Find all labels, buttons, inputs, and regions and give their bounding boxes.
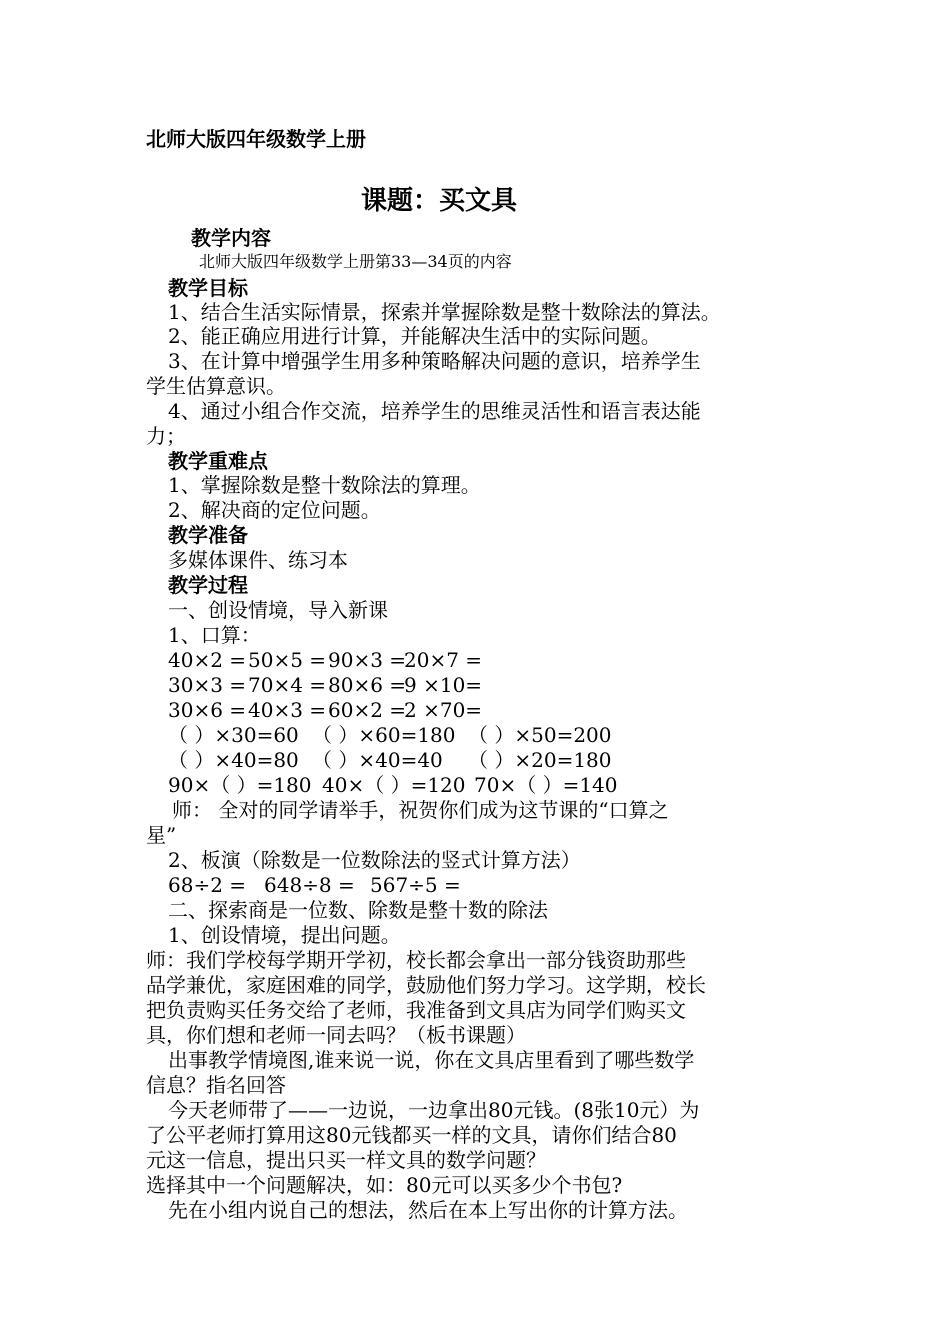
oral-item: 60×2 = [328,698,407,722]
oral-item: 80×6 = [328,673,407,697]
paragraph-line: 品学兼优，家庭困难的同学，鼓励他们努力学习。这学期，校长 [146,973,706,997]
oral-row [168,648,482,672]
goal-line: 1、结合生活实际情景，探索并掌握除数是整十数除法的算法。 [168,300,721,324]
oral-item: 40×（ ）=120 [322,773,466,797]
oral-item: 30×6 = [168,698,247,722]
paragraph-line: 出事教学情境图,谁来说一说，你在文具店里看到了哪些数学 [168,1048,695,1072]
oral-item: （ ）×30=60 [168,723,299,747]
oral-item: 70×（ ）=140 [474,773,618,797]
board-heading: 2、板演（除数是一位数除法的竖式计算方法） [168,848,581,872]
content-text: 北师大版四年级数学上册第33—34页的内容 [199,252,512,271]
oral-item: 30×3 = [168,673,247,697]
document-header: 北师大版四年级数学上册 [146,127,366,151]
prep-text: 多媒体课件、练习本 [168,548,348,572]
oral-item: 40×2 = [168,648,247,672]
paragraph-line: 了公平老师打算用这80元钱都买一样的文具，请你们结合80 [146,1123,677,1147]
goals-heading: 教学目标 [168,276,248,300]
goal-line: 力； [146,424,186,448]
oral-row [168,773,618,797]
oral-item: 9 ×10= [404,673,483,697]
oral-item: （ ）×20=180 [468,748,612,772]
key-heading: 教学重难点 [168,449,268,473]
oral-row [168,698,482,722]
paragraph-line: 今天老师带了——一边说，一边拿出80元钱。(8张10元）为 [168,1098,700,1122]
part1-heading: 一、创设情境，导入新课 [168,598,388,622]
paragraph-line: 选择其中一个问题解决，如：80元可以买多少个书包? [146,1173,623,1197]
part2-heading: 二、探索商是一位数、除数是整十数的除法 [168,898,548,922]
board-item: 648÷8 = [264,873,355,897]
teacher-remark: 师： 全对的同学请举手，祝贺你们成为这节课的“口算之 [172,798,669,822]
oral-item: 90×3 = [328,648,407,672]
paragraph-line: 师：我们学校每学期开学初，校长都会拿出一部分钱资助那些 [146,948,686,972]
content-heading: 教学内容 [191,226,271,250]
oral-item: （ ）×40=40 [312,748,443,772]
process-heading: 教学过程 [168,573,248,597]
paragraph-line: 具，你们想和老师一同去吗？（板书课题） [146,1023,526,1047]
oral-row [168,723,612,747]
goal-line: 4、通过小组合作交流，培养学生的思维灵活性和语言表达能 [168,399,701,423]
paragraph-line: 先在小组内说自己的想法，然后在本上写出你的计算方法。 [168,1198,688,1222]
paragraph-line: 把负责购买任务交给了老师，我准备到文具店为同学们购买文 [146,998,686,1022]
goal-line: 学生估算意识。 [146,374,286,398]
oral-item: 70×4 = [248,673,327,697]
oral-item: （ ）×60=180 [312,723,456,747]
oral-item: 2 ×70= [404,698,483,722]
oral-item: 20×7 = [404,648,483,672]
paragraph-line: 元这一信息，提出只买一样文具的数学问题？ [146,1148,546,1172]
goal-line: 3、在计算中增强学生用多种策略解决问题的意识，培养学生 [168,349,701,373]
board-item: 68÷2 = [168,873,247,897]
oral-item: 90×（ ）=180 [168,773,312,797]
paragraph-line: 信息？指名回答 [146,1073,286,1097]
key-line: 2、解决商的定位问题。 [168,498,381,522]
oral-row [168,748,612,772]
sub-heading: 1、创设情境，提出问题。 [168,923,401,947]
key-line: 1、掌握除数是整十数除法的算理。 [168,473,481,497]
prep-heading: 教学准备 [168,523,248,547]
teacher-remark: 星” [146,823,177,847]
oral-item: 40×3 = [248,698,327,722]
oral-heading: 1、口算： [168,623,261,647]
lesson-title: 课题：买文具 [361,186,518,216]
goal-line: 2、能正确应用进行计算，并能解决生活中的实际问题。 [168,324,661,348]
oral-item: （ ）×50=200 [468,723,612,747]
oral-item: 50×5 = [248,648,327,672]
board-row [168,873,461,897]
oral-item: （ ）×40=80 [168,748,299,772]
oral-row [168,673,482,697]
board-item: 567÷5 = [370,873,461,897]
